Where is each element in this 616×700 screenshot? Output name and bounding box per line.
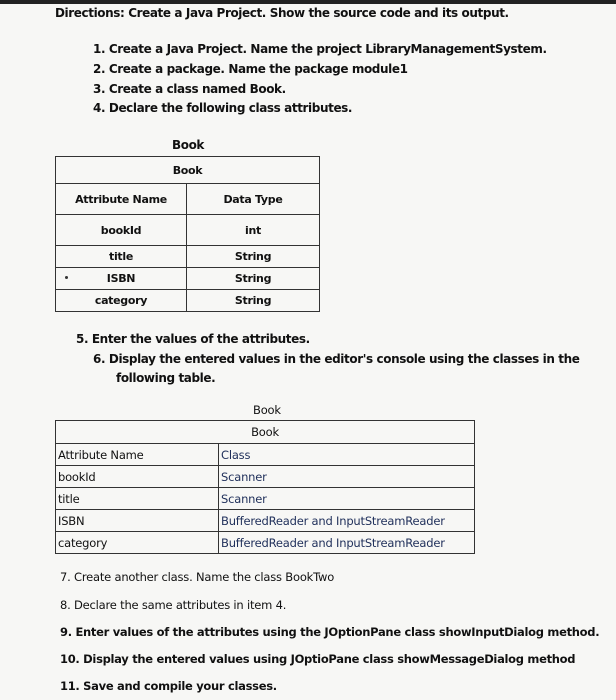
table1-header-type: Data Type xyxy=(187,184,320,215)
table-cell: title xyxy=(56,488,219,510)
table-row xyxy=(56,466,475,488)
step-9: 9. Enter values of the attributes using the JOptionPane class showInputDialog method. xyxy=(60,625,600,639)
table-row xyxy=(56,488,475,510)
table-row xyxy=(56,532,475,554)
table-cell: title xyxy=(56,246,187,268)
step-1: 1. Create a Java Project. Name the project LibraryManagementSystem. xyxy=(93,42,547,56)
step-4: 4. Declare the following class attributes. xyxy=(93,101,353,115)
table1-header-attribute: Attribute Name xyxy=(56,184,187,215)
table-row xyxy=(56,268,320,290)
table-cell: ISBN xyxy=(56,510,219,532)
step-2: 2. Create a package. Name the package module1 xyxy=(93,62,408,76)
table2-header-class: Class xyxy=(219,444,475,466)
table2-header-attribute: Attribute Name xyxy=(56,444,219,466)
table-cell: String xyxy=(187,268,320,290)
table-cell: category xyxy=(56,532,219,554)
table-cell: bookId xyxy=(56,466,219,488)
step-6: 6. Display the entered values in the editor's console using the classes in the xyxy=(93,352,580,366)
bullet-mark xyxy=(65,276,68,279)
table-row xyxy=(56,510,475,532)
directions-heading: Directions: Create a Java Project. Show the source code and its output. xyxy=(55,6,509,20)
table-cell: String xyxy=(187,290,320,312)
table-cell: String xyxy=(187,246,320,268)
table-cell: int xyxy=(187,215,320,246)
step-8: 8. Declare the same attributes in item 4. xyxy=(60,598,287,612)
table1-title: Book xyxy=(56,157,320,184)
table-cell: BufferedReader and InputStreamReader xyxy=(219,510,475,532)
step-10: 10. Display the entered values using JOptioPane class showMessageDialog method xyxy=(60,652,576,666)
attributes-table xyxy=(55,156,320,312)
table-cell: BufferedReader and InputStreamReader xyxy=(219,532,475,554)
table1-caption: Book xyxy=(172,138,205,152)
step-5: 5. Enter the values of the attributes. xyxy=(76,332,310,346)
table-row xyxy=(56,290,320,312)
top-border xyxy=(0,0,616,4)
table-cell: bookId xyxy=(56,215,187,246)
table-cell: Scanner xyxy=(219,466,475,488)
table-cell: category xyxy=(56,290,187,312)
display-classes-table xyxy=(55,420,475,554)
table-row xyxy=(56,246,320,268)
step-6-continued: following table. xyxy=(116,371,216,385)
table-cell: Scanner xyxy=(219,488,475,510)
table-cell: ISBN xyxy=(56,268,187,290)
step-3: 3. Create a class named Book. xyxy=(93,82,286,96)
table-row xyxy=(56,215,320,246)
step-7: 7. Create another class. Name the class BookTwo xyxy=(60,570,335,584)
step-11: 11. Save and compile your classes. xyxy=(60,679,277,693)
table2-title: Book xyxy=(56,421,475,444)
table2-caption: Book xyxy=(253,403,281,417)
